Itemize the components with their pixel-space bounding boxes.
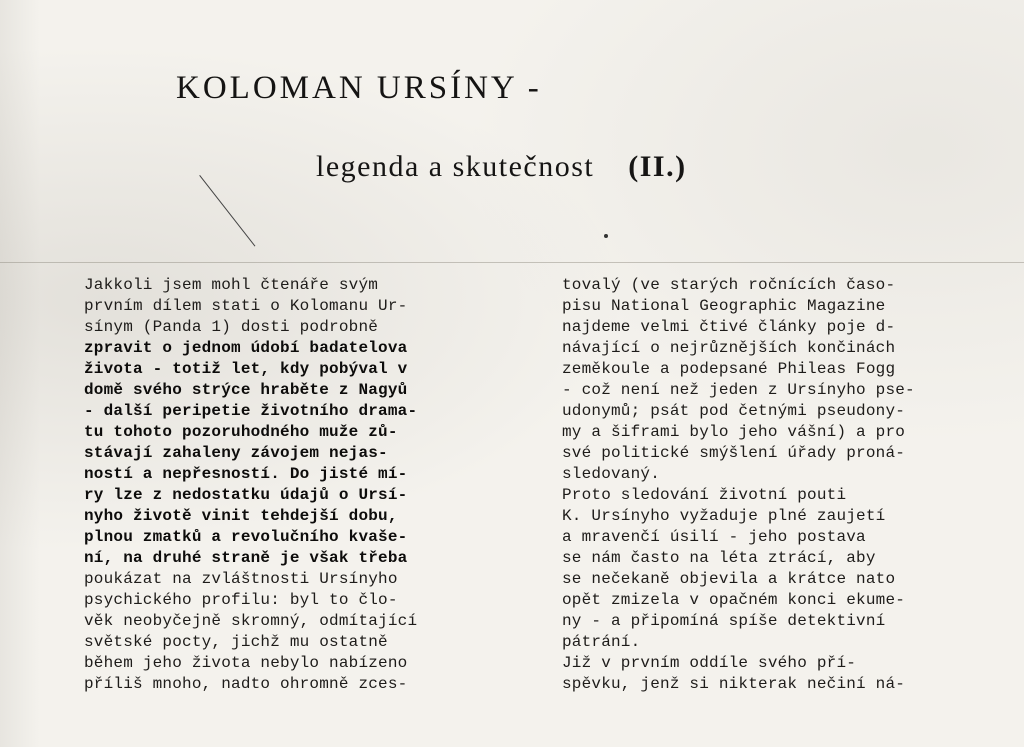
text-line: a mravenčí úsilí - jeho postava xyxy=(562,528,866,546)
text-line: ny - a připomíná spíše detektivní xyxy=(562,612,886,630)
text-line: opět zmizela v opačném konci ekume- xyxy=(562,591,906,609)
text-column-left xyxy=(84,275,484,695)
pen-stroke xyxy=(199,175,255,247)
article-title: KOLOMAN URSÍNY - xyxy=(176,70,542,106)
text-line: ry lze z nedostatku údajů o Ursí- xyxy=(84,486,408,504)
article-subtitle xyxy=(316,150,687,184)
text-line: - což není než jeden z Ursínyho pse- xyxy=(562,381,915,399)
text-line: sínym (Panda 1) dosti podrobně xyxy=(84,318,379,336)
text-line: věk neobyčejně skromný, odmítající xyxy=(84,612,418,630)
text-line: domě svého strýce hraběte z Nagyů xyxy=(84,381,408,399)
text-line: pisu National Geographic Magazine xyxy=(562,297,886,315)
ink-speck xyxy=(604,234,608,238)
text-line: tovalý (ve starých ročnících časo- xyxy=(562,276,896,294)
text-line: své politické smýšlení úřady proná- xyxy=(562,444,906,462)
text-line: se nám často na léta ztrácí, aby xyxy=(562,549,876,567)
text-line: ní, na druhé straně je však třeba xyxy=(84,549,408,567)
text-line: K. Ursínyho vyžaduje plné zaujetí xyxy=(562,507,886,525)
text-line: světské pocty, jichž mu ostatně xyxy=(84,633,388,651)
text-line: nyho životě vinit tehdejší dobu, xyxy=(84,507,398,525)
text-line: stávají zahaleny závojem nejas- xyxy=(84,444,388,462)
text-line: - další peripetie životního drama- xyxy=(84,402,418,420)
text-line: během jeho života nebylo nabízeno xyxy=(84,654,408,672)
part-number: (II.) xyxy=(628,150,687,183)
text-line: spěvku, jenž si nikterak nečiní ná- xyxy=(562,675,906,693)
text-line: života - totiž let, kdy pobýval v xyxy=(84,360,408,378)
fold-line xyxy=(0,262,1024,263)
text-line: najdeme velmi čtivé články poje d- xyxy=(562,318,896,336)
text-column-right xyxy=(562,275,982,695)
text-line: Již v prvním oddíle svého pří- xyxy=(562,654,857,672)
text-line: Jakkoli jsem mohl čtenáře svým xyxy=(84,276,379,294)
text-line: ností a nepřesností. Do jisté mí- xyxy=(84,465,408,483)
text-line: tu tohoto pozoruhodného muže zů- xyxy=(84,423,398,441)
text-line: sledovaný. xyxy=(562,465,661,483)
text-line: se nečekaně objevila a krátce nato xyxy=(562,570,896,588)
subtitle-text: legenda a skutečnost xyxy=(316,150,595,183)
text-line: pátrání. xyxy=(562,633,641,651)
text-line: zeměkoule a podepsané Phileas Fogg xyxy=(562,360,896,378)
text-line: udonymů; psát pod četnými pseudony- xyxy=(562,402,906,420)
text-line: prvním dílem stati o Kolomanu Ur- xyxy=(84,297,408,315)
text-line: my a šiframi bylo jeho vášní) a pro xyxy=(562,423,906,441)
text-line: zpravit o jednom údobí badatelova xyxy=(84,339,408,357)
text-line: návající o nejrůznějších končinách xyxy=(562,339,896,357)
text-line: příliš mnoho, nadto ohromně zces- xyxy=(84,675,408,693)
text-line: plnou zmatků a revolučního kvaše- xyxy=(84,528,408,546)
text-line: psychického profilu: byl to člo- xyxy=(84,591,398,609)
text-line: Proto sledování životní pouti xyxy=(562,486,847,504)
text-line: poukázat na zvláštnosti Ursínyho xyxy=(84,570,398,588)
